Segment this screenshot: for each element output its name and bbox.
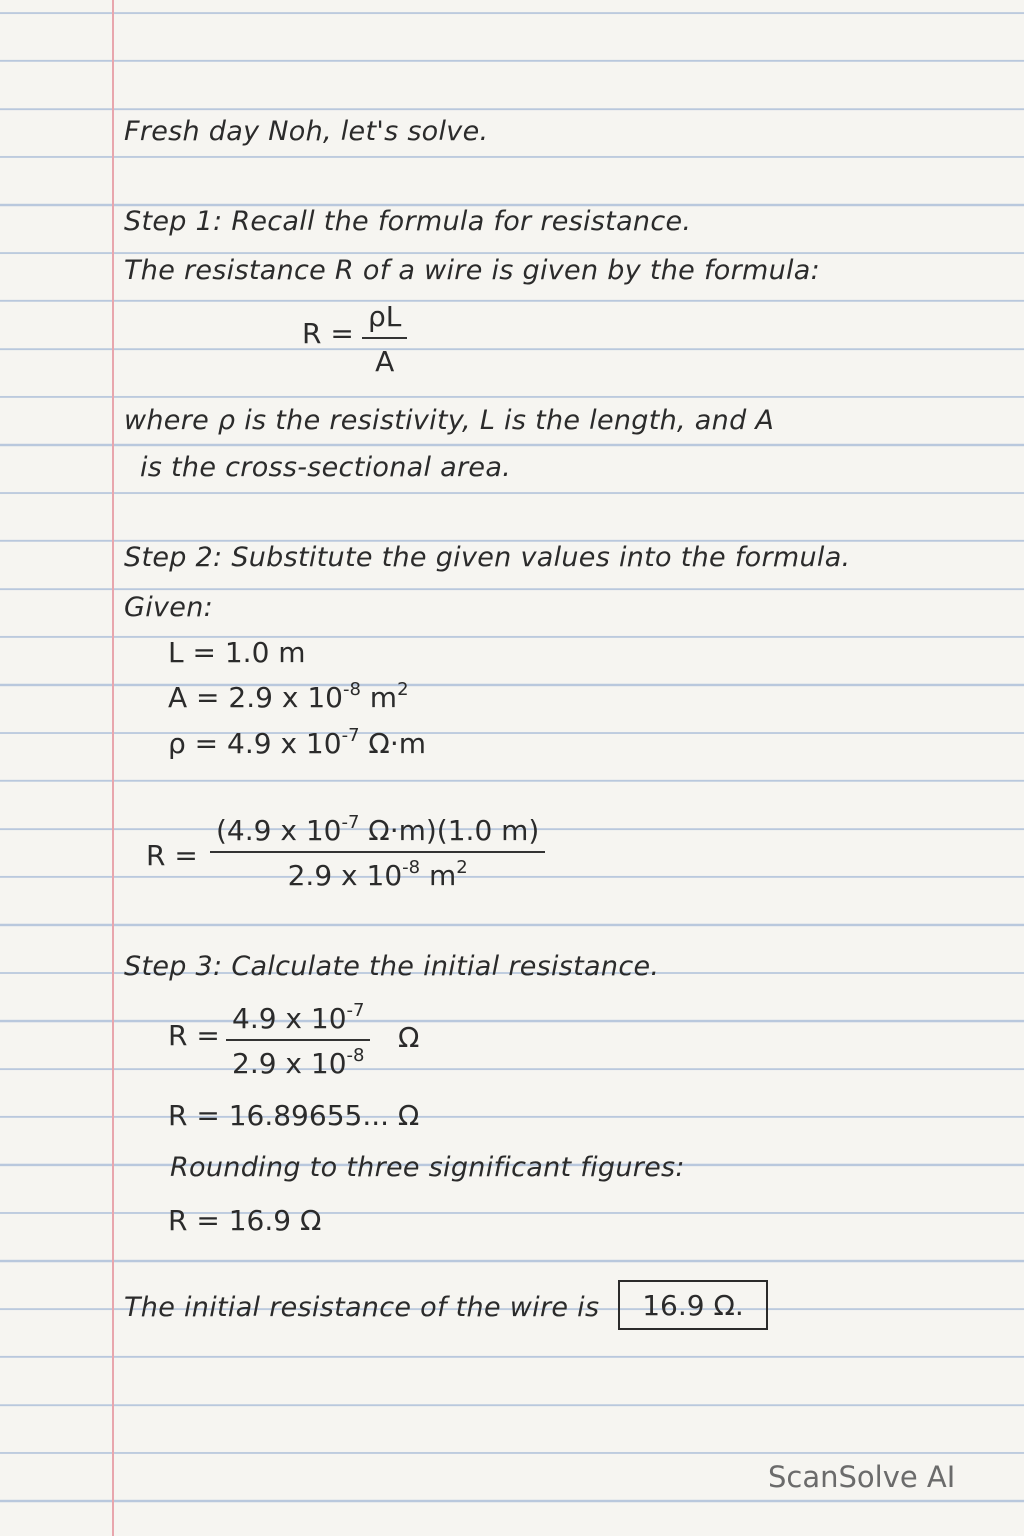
given-label: Given: bbox=[124, 592, 214, 623]
substitution-fraction bbox=[210, 814, 545, 892]
substitution-numerator bbox=[210, 814, 545, 853]
given-area bbox=[168, 679, 409, 714]
calc-fraction bbox=[226, 1002, 370, 1080]
substitution-denominator-a: 2.9 x 10 bbox=[287, 859, 403, 892]
substitution-lhs: R = bbox=[146, 839, 198, 872]
formula-denominator: A bbox=[375, 345, 395, 378]
given-area-unit-exponent: 2 bbox=[397, 679, 409, 700]
calc-numerator-exponent: -7 bbox=[346, 1000, 365, 1021]
substitution-denominator-exponent: -8 bbox=[402, 857, 421, 878]
substitution-denominator-b: m bbox=[420, 859, 457, 892]
step1-intro: The resistance R of a wire is given by the formula: bbox=[124, 255, 821, 286]
brand-watermark: ScanSolve AI bbox=[768, 1460, 956, 1494]
where-line-2: is the cross-sectional area. bbox=[140, 452, 512, 483]
formula-lhs: R = bbox=[302, 317, 354, 350]
given-area-base: A = 2.9 x 10 bbox=[168, 681, 343, 714]
step3-heading: Step 3: Calculate the initial resistance. bbox=[124, 951, 660, 982]
substitution-denominator-unit-exponent: 2 bbox=[456, 857, 468, 878]
calc-unit: Ω bbox=[398, 1021, 420, 1054]
calc-denominator bbox=[232, 1041, 364, 1080]
calc-denominator-a: 2.9 x 10 bbox=[232, 1047, 347, 1080]
step2-heading: Step 2: Substitute the given values into the formula. bbox=[124, 542, 851, 573]
calc-lhs: R = bbox=[168, 1019, 220, 1052]
where-line-1: where ρ is the resistivity, L is the length, and A bbox=[124, 405, 775, 436]
step1-heading: Step 1: Recall the formula for resistance. bbox=[124, 206, 692, 237]
substitution-numerator-a: (4.9 x 10 bbox=[216, 814, 342, 847]
formula-fraction bbox=[362, 300, 407, 378]
final-answer: 16.9 Ω. bbox=[642, 1288, 744, 1322]
given-resistivity-base: ρ = 4.9 x 10 bbox=[168, 727, 342, 760]
greeting-text: Fresh day Noh, let's solve. bbox=[124, 116, 489, 147]
substitution-numerator-b: Ω·m)(1.0 m) bbox=[359, 814, 540, 847]
formula-numerator: ρL bbox=[362, 300, 407, 339]
rounding-note: Rounding to three significant figures: bbox=[170, 1152, 685, 1183]
calc-numerator-a: 4.9 x 10 bbox=[232, 1002, 347, 1035]
given-area-exponent: -8 bbox=[342, 679, 361, 700]
notebook-margin-line bbox=[112, 0, 114, 1536]
rounded-result: R = 16.9 Ω bbox=[168, 1204, 322, 1237]
raw-result: R = 16.89655... Ω bbox=[168, 1099, 420, 1132]
final-answer-box bbox=[618, 1280, 768, 1330]
substitution-denominator bbox=[288, 853, 468, 892]
given-resistivity bbox=[168, 725, 427, 760]
given-resistivity-exponent: -7 bbox=[341, 725, 360, 746]
calc-denominator-exponent: -8 bbox=[346, 1045, 365, 1066]
given-length: L = 1.0 m bbox=[168, 636, 306, 669]
substitution-numerator-exponent: -7 bbox=[341, 812, 360, 833]
given-area-unit: m bbox=[360, 681, 398, 714]
conclusion-text: The initial resistance of the wire is bbox=[124, 1292, 600, 1323]
calc-numerator bbox=[226, 1002, 370, 1041]
given-resistivity-unit: Ω·m bbox=[359, 727, 427, 760]
